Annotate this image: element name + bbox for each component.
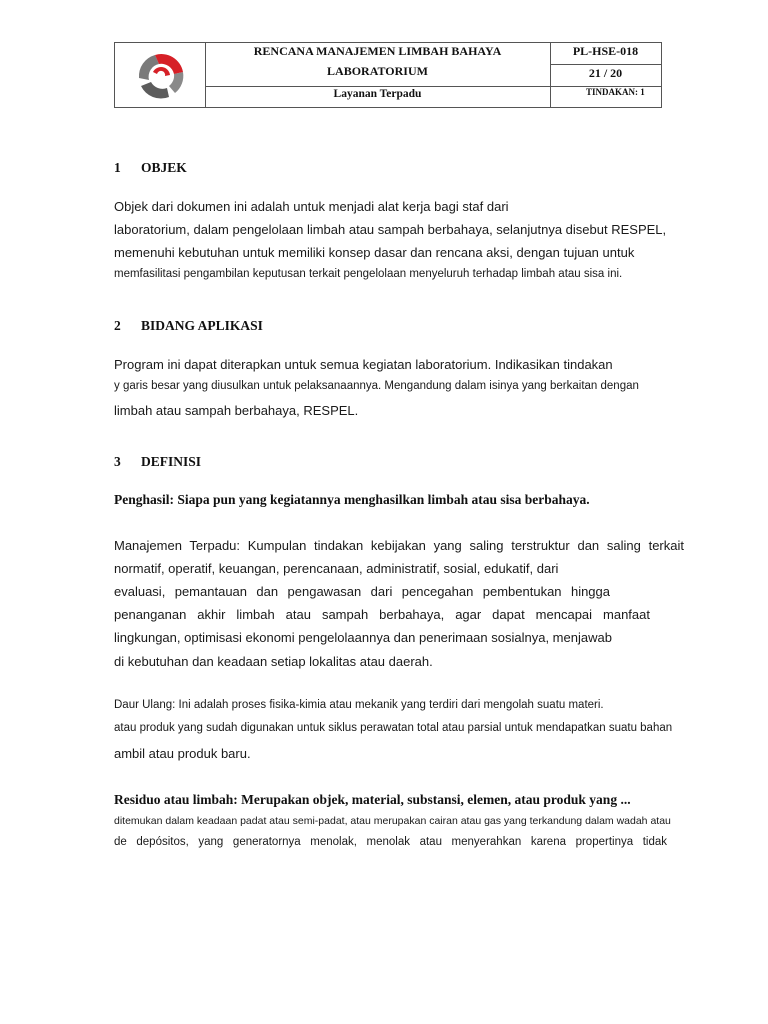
action-label: TINDAKAN: 1 (586, 87, 645, 97)
paragraph-line: memenuhi kebutuhan untuk memiliki konsep dasar dan rencana aksi, dengan tujuan untuk (114, 245, 635, 260)
definition-penghasil: Penghasil: Siapa pun yang kegiatannya menghasilkan limbah atau sisa berbahaya. (114, 492, 590, 507)
logo-cell (115, 43, 206, 107)
paragraph-line: de depósitos, yang generatornya menolak, menolak atau menyerahkan karena propertinya tidak (114, 836, 667, 848)
paragraph-line: di kebutuhan dan keadaan setiap lokalitas atau daerah. (114, 654, 433, 669)
section-heading-objek: 1 OBJEK (114, 160, 187, 175)
document-subtitle: Layanan Terpadu (333, 88, 422, 100)
paragraph-line: Program ini dapat diterapkan untuk semua kegiatan laboratorium. Indikasikan tindakan (114, 357, 613, 372)
paragraph-line: Daur Ulang: Ini adalah proses fisika-kimia atau mekanik yang terdiri dari mengolah suatu materi. (114, 699, 604, 711)
paragraph-line: normatif, operatif, keuangan, perencanaan, administratif, sosial, edukatif, dari (114, 561, 559, 576)
paragraph-line: ditemukan dalam keadaan padat atau semi-padat, atau merupakan cairan atau gas yang terkandung dalam wadah atau (114, 815, 671, 827)
paragraph-line: lingkungan, optimisasi ekonomi pengelolaannya dan penerimaan sosialnya, menjawab (114, 630, 612, 645)
paragraph-line: laboratorium, dalam pengelolaan limbah atau sampah berbahaya, selanjutnya disebut RESPEL, (114, 222, 667, 237)
paragraph-line: y garis besar yang diusulkan untuk pelaksanaannya. Mengandung dalam isinya yang berkaitan dengan (114, 380, 639, 392)
paragraph-line: Manajemen Terpadu: Kumpulan tindakan kebijakan yang saling terstruktur dan saling terkait (114, 538, 684, 553)
code-cell (550, 43, 661, 107)
title-cell (205, 43, 551, 107)
paragraph-line: ambil atau produk baru. (114, 746, 251, 761)
paragraph-line: Objek dari dokumen ini adalah untuk menjadi alat kerja bagi staf dari (114, 199, 509, 214)
page-number: 21 / 20 (588, 66, 623, 80)
section-heading-definisi: 3 DEFINISI (114, 454, 202, 469)
document-header (114, 42, 662, 108)
section-heading-bidang-aplikasi: 2 BIDANG APLIKASI (114, 318, 263, 333)
document-title-line1: RENCANA MANAJEMEN LIMBAH BAHAYA (253, 44, 502, 58)
paragraph-line: penanganan akhir limbah atau sampah berbahaya, agar dapat mencapai manfaat (114, 607, 650, 622)
document-title-line2: LABORATORIUM (327, 64, 428, 78)
paragraph-line: evaluasi, pemantauan dan pengawasan dari pencegahan pembentukan hingga (114, 584, 610, 599)
paragraph-line: memfasilitasi pengambilan keputusan terkait pengelolaan menyeluruh terhadap limbah atau sisa ini. (114, 268, 623, 280)
document-code: PL-HSE-018 (572, 44, 639, 58)
paragraph-line: atau produk yang sudah digunakan untuk siklus perawatan total atau parsial untuk mendapatkan suatu bahan (114, 722, 673, 734)
company-logo (115, 43, 205, 107)
paragraph-line: limbah atau sampah berbahaya, RESPEL. (114, 403, 359, 418)
definition-residuo-title: Residuo atau limbah: Merupakan objek, material, substansi, elemen, atau produk yang ... (114, 792, 631, 807)
